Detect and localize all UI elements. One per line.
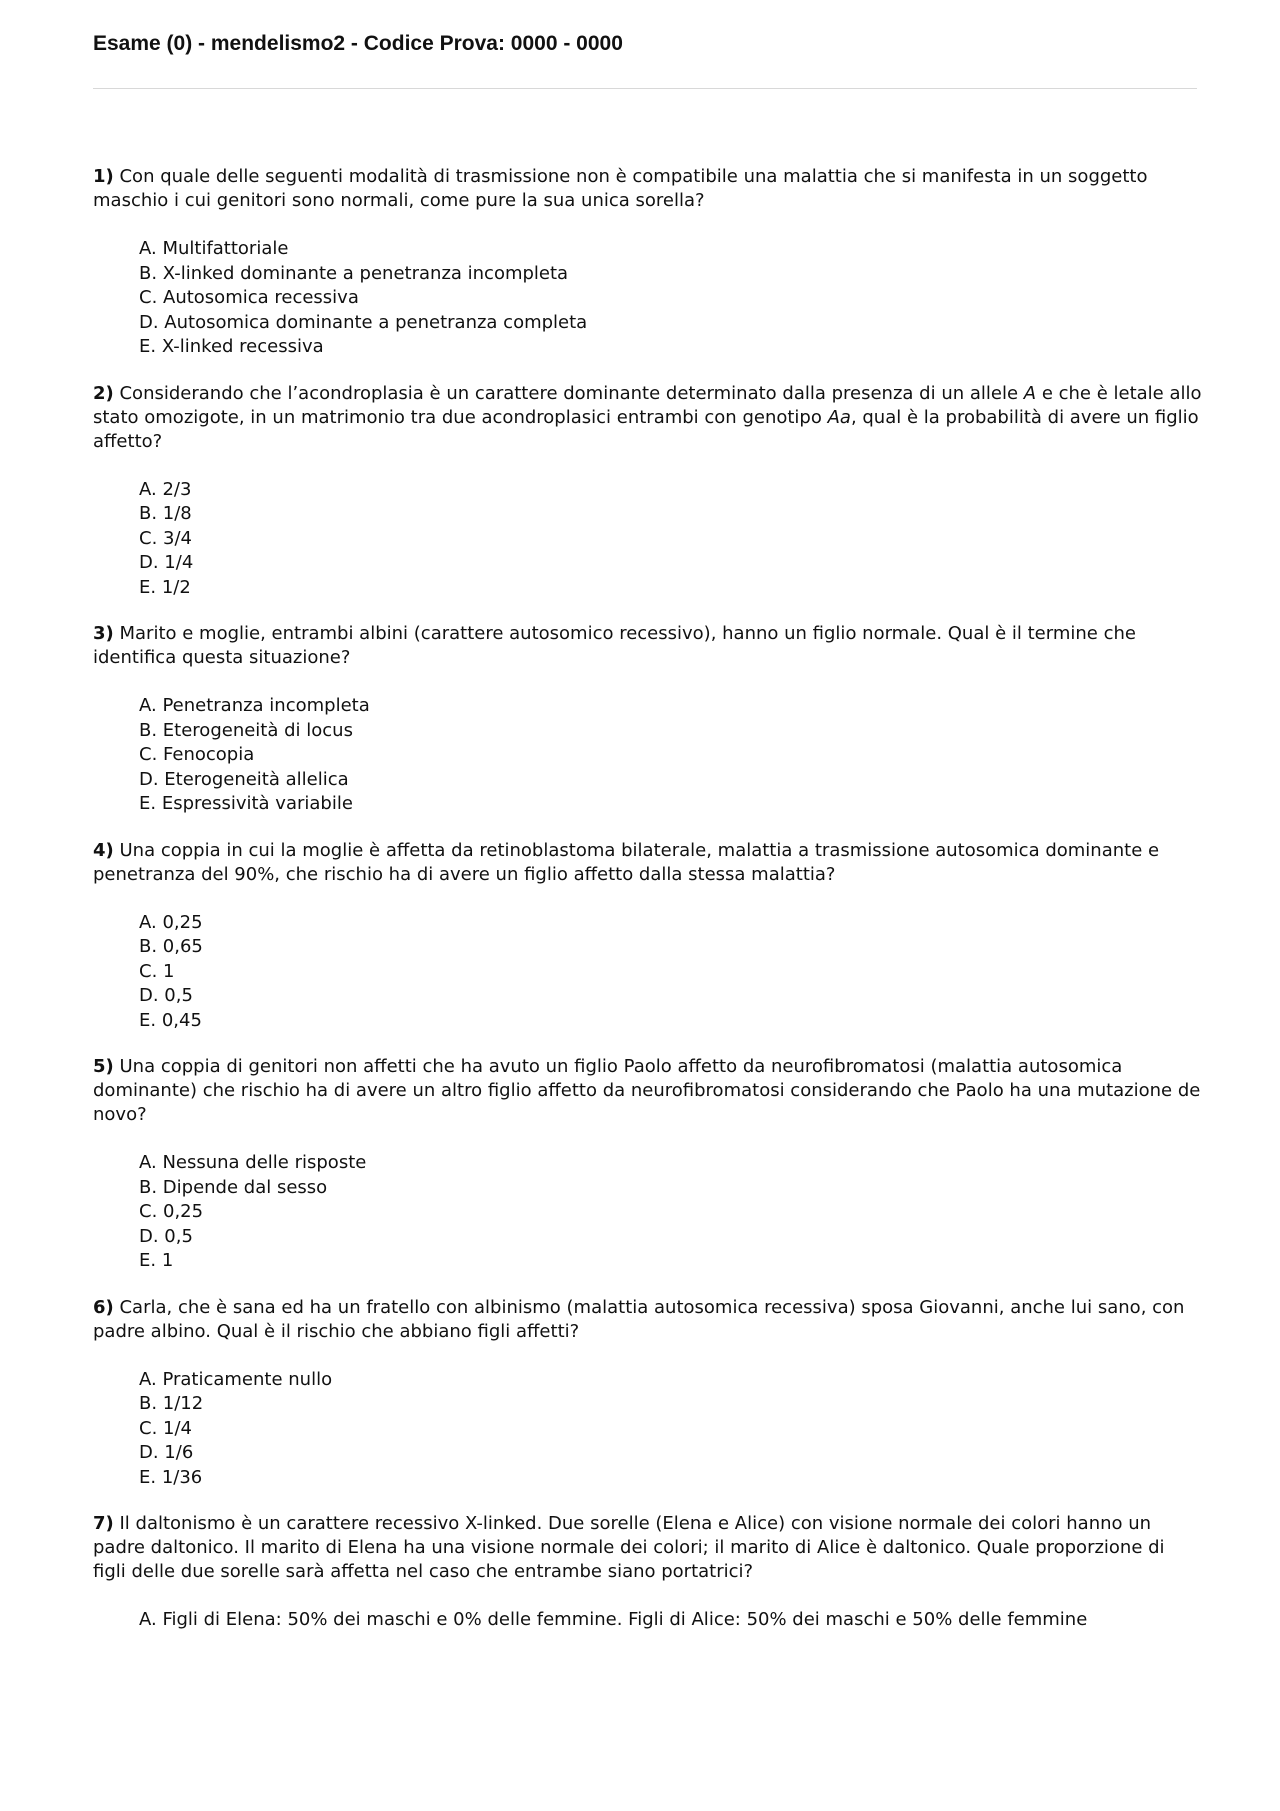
question-body: Una coppia in cui la moglie è affetta da retinoblastoma bilaterale, malattia a trasmissione autosomica dominante e penetranza del 90%, che rischio ha di avere un figlio affetto dalla stessa malattia? bbox=[93, 839, 1160, 885]
answer-option[interactable]: E. 0,45 bbox=[139, 1009, 202, 1031]
answer-options bbox=[93, 478, 1203, 601]
answer-option[interactable]: D. 0,5 bbox=[139, 985, 193, 1006]
question-body: Una coppia di genitori non affetti che ha avuto un figlio Paolo affetto da neurofibromatosi (malattia autosomica dominante) che rischio ha di avere un altro figlio affetto da neurofibromatosi considerando che Paolo ha una mutazione de novo? bbox=[93, 1056, 1201, 1125]
answer-option[interactable]: B. Dipende dal sesso bbox=[139, 1176, 328, 1198]
answer-options bbox=[93, 237, 1203, 360]
answer-options bbox=[93, 1368, 1203, 1491]
answer-option[interactable]: D. Eterogeneità allelica bbox=[139, 768, 349, 790]
answer-options bbox=[93, 1151, 1203, 1274]
answer-option[interactable]: C. Autosomica recessiva bbox=[139, 287, 359, 308]
question-body: Carla, che è sana ed ha un fratello con albinismo (malattia autosomica recessiva) sposa Giovanni, anche lui sano, con padre albino. Qual è il rischio che abbiano figli affetti? bbox=[93, 1296, 1185, 1342]
answer-option[interactable]: B. 1/8 bbox=[139, 503, 192, 524]
question-number: 1) bbox=[93, 166, 114, 187]
question-text bbox=[93, 165, 1203, 213]
answer-option[interactable]: E. 1 bbox=[139, 1250, 174, 1271]
answer-option[interactable]: E. Espressività variabile bbox=[139, 793, 353, 814]
answer-option[interactable]: B. 0,65 bbox=[139, 936, 203, 957]
answer-option[interactable]: E. 1/36 bbox=[139, 1466, 203, 1488]
question-body: Con quale delle seguenti modalità di trasmissione non è compatibile una malattia che si manifesta in un soggetto maschio i cui genitori sono normali, come pure la sua unica sorella? bbox=[93, 166, 1148, 211]
question-7 bbox=[93, 1512, 1203, 1633]
question-number: 4) bbox=[93, 839, 114, 861]
answer-options bbox=[93, 911, 1203, 1034]
question-text bbox=[93, 622, 1203, 670]
question-text bbox=[93, 1296, 1203, 1344]
answer-option[interactable]: A. Multifattoriale bbox=[139, 238, 289, 259]
question-number: 5) bbox=[93, 1056, 114, 1077]
question-number: 7) bbox=[93, 1513, 114, 1534]
question-6 bbox=[93, 1296, 1203, 1491]
answer-option[interactable]: A. Praticamente nullo bbox=[139, 1368, 333, 1390]
question-3 bbox=[93, 622, 1203, 817]
question-text bbox=[93, 382, 1203, 454]
answer-option[interactable]: A. Penetranza incompleta bbox=[139, 695, 370, 716]
answer-option[interactable]: B. Eterogeneità di locus bbox=[139, 719, 353, 741]
answer-option[interactable]: A. Nessuna delle risposte bbox=[139, 1152, 367, 1173]
question-number: 3) bbox=[93, 623, 114, 644]
question-body: , qual è la probabilità di avere un figlio affetto? bbox=[93, 406, 1199, 452]
question-body: Marito e moglie, entrambi albini (carattere autosomico recessivo), hanno un figlio normale. Qual è il termine che identifica questa situazione? bbox=[93, 623, 1136, 668]
question-body: Considerando che l’acondroplasia è un carattere dominante determinato dalla presenza di un allele bbox=[113, 382, 1024, 404]
answer-option[interactable]: A. 0,25 bbox=[139, 911, 203, 933]
answer-option[interactable]: C. 3/4 bbox=[139, 527, 192, 549]
allele-symbol: A bbox=[1023, 382, 1037, 404]
answer-option[interactable]: A. Figli di Elena: 50% dei maschi e 0% delle femmine. Figli di Alice: 50% dei maschi e 50% delle femmine bbox=[139, 1609, 1088, 1630]
answer-option[interactable]: E. X-linked recessiva bbox=[139, 336, 324, 357]
question-text bbox=[93, 1512, 1203, 1584]
answer-option[interactable]: D. 1/6 bbox=[139, 1442, 194, 1463]
answer-option[interactable]: B. X-linked dominante a penetranza incompleta bbox=[139, 262, 569, 284]
question-list bbox=[93, 165, 1203, 1655]
answer-options bbox=[93, 1608, 1203, 1633]
answer-option[interactable]: C. 0,25 bbox=[139, 1201, 204, 1222]
answer-option[interactable]: C. Fenocopia bbox=[139, 744, 255, 765]
answer-option[interactable]: D. 0,5 bbox=[139, 1225, 193, 1247]
answer-option[interactable]: D. 1/4 bbox=[139, 552, 194, 573]
answer-option[interactable]: E. 1/2 bbox=[139, 576, 191, 598]
question-2 bbox=[93, 382, 1203, 601]
question-4 bbox=[93, 839, 1203, 1034]
question-text bbox=[93, 839, 1203, 887]
answer-option[interactable]: C. 1 bbox=[139, 960, 175, 982]
answer-options bbox=[93, 694, 1203, 817]
answer-option[interactable]: A. 2/3 bbox=[139, 478, 192, 500]
genotype-symbol: Aa bbox=[827, 406, 851, 428]
page-title: Esame (0) - mendelismo2 - Codice Prova: 0000 - 0000 bbox=[93, 32, 623, 55]
question-1 bbox=[93, 165, 1203, 360]
question-number: 6) bbox=[93, 1296, 114, 1318]
question-5 bbox=[93, 1055, 1203, 1274]
question-body: Il daltonismo è un carattere recessivo X-linked. Due sorelle (Elena e Alice) con visione normale dei colori hanno un padre daltonico. Il marito di Elena ha una visione normale dei colori; il marito di Alice è daltonico. Quale proporzione di figli delle due sorelle sarà affetta nel caso che entrambe siano portatrici? bbox=[93, 1513, 1165, 1582]
question-number: 2) bbox=[93, 382, 114, 404]
question-body: e che è letale allo stato omozigote, in un matrimonio tra due acondroplasici entrambi con genotipo bbox=[93, 382, 1202, 428]
answer-option[interactable]: C. 1/4 bbox=[139, 1417, 192, 1439]
page-header bbox=[93, 30, 1197, 89]
answer-option[interactable]: B. 1/12 bbox=[139, 1393, 204, 1414]
question-text bbox=[93, 1055, 1203, 1127]
answer-option[interactable]: D. Autosomica dominante a penetranza completa bbox=[139, 311, 588, 333]
